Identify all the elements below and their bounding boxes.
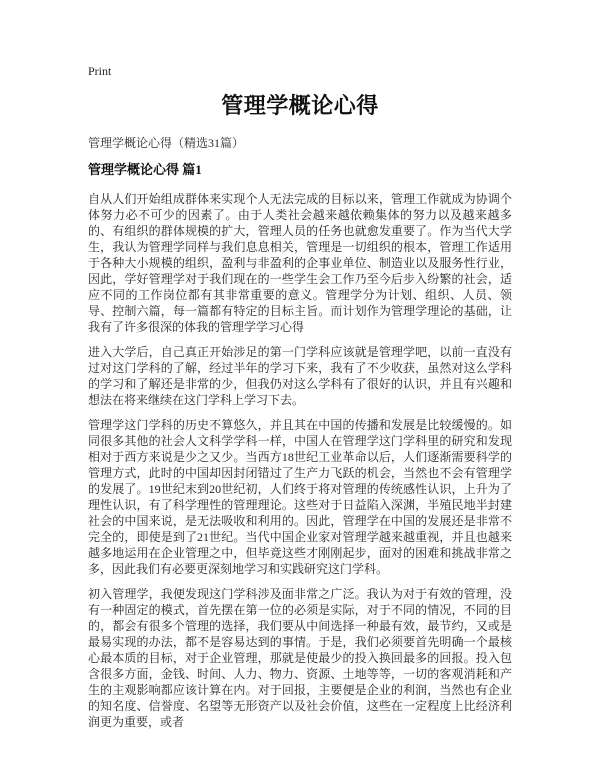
paragraph-1: 自从人们开始组成群体来实现个人无法完成的目标以来，管理工作就成为协调个体努力必不可少的因素了。由于人类社会越来越依赖集体的努力以及越来越多的、有组织的群体规模的扩大，管理人员的任务也就愈发重要了。作为当代大学生，我认为管理学同样与我们息息相关，管理是一切组织的根本，管理工作适用于各种大小规模的组织，盈利与非盈利的企事业单位、制造业以及服务性行业，因此，学好管理学对于我们现在的一些学生会工作乃至今后步入纷繁的社会，适应不同的工作岗位都有其非常重要的意义。管理学分为计划、组织、人员、领导、控制六篇，每一篇都有特定的目标主旨。而计划作为管理学理论的基础，让我有了许多很深的体我的管理学学习心得	[88, 192, 512, 334]
document-subtitle: 管理学概论心得（精选31篇）	[88, 136, 245, 150]
print-button[interactable]: Print	[88, 64, 112, 78]
document-title: 管理学概论心得	[221, 93, 379, 118]
section-heading: 管理学概论心得 篇1	[88, 162, 202, 177]
paragraph-3: 管理学这门学科的历史不算悠久，并且其在中国的传播和发展是比较缓慢的。如同很多其他的社会人文科学学科一样，中国人在管理学这门学科里的研究和发现相对于西方来说是少之又少。当西方18世纪工业革命以后，人们逐渐需要科学的管理方式，此时的中国却因封闭错过了生产力飞跃的机会，当然也不会有管理学的发展了。19世纪末到20世纪初，人们终于将对管理的传统感性认识，上升为了理性认识，有了科学理性的管理理论。这些对于日益陷入深渊，半殖民地半封建社会的中国来说，是无法吸收和利用的。因此，管理学在中国的发展还是非常不完全的，即使是到了21世纪。当代中国企业家对管理学越来越重视，并且也越来越多地运用在企业管理之中，但毕竟这些才刚刚起步，面对的困难和挑战非常之多，因此我们有必要更深刻地学习和实践研究这门学科。	[88, 418, 512, 576]
paragraph-2: 进入大学后，自己真正开始涉足的第一门学科应该就是管理学吧，以前一直没有过对这门学科的了解，经过半年的学习下来，我有了不少收获，虽然对这么学科的学习和了解还是非常的少，但我仍对这么学科有了很好的认识，并且有兴趣和想法在将来继续在这门学科上学习下去。	[88, 345, 512, 407]
paragraph-4: 初入管理学，我便发现这门学科涉及面非常之广泛。我认为对于有效的管理，没有一种固定的模式，首先摆在第一位的必须是实际，对于不同的情况，不同的目的，都会有很多个管理的选择，我们要从中间选择一种最有效，最节约，又或是最易实现的办法，都不是容易达到的事情。于是，我们必须要首先明确一个最核心最本质的目标，对于企业管理，那就是使最少的投入换回最多的回报。投入包含很多方面，金钱、时间、人力、物力、资源、土地等等，一切的客观消耗和产生的主观影响都应该计算在内。对于回报，主要便是企业的利润，当然也有企业的知名度、信誉度、名望等无形资产以及社会价值，这些在一定程度上比经济利润更为重要，或者	[88, 587, 512, 729]
